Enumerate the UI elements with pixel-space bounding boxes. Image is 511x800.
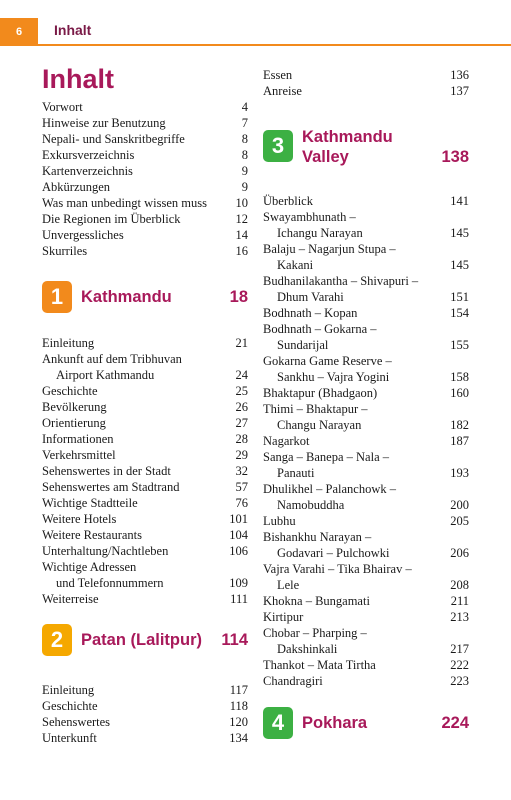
toc-entry-page: 136 [450, 68, 469, 82]
toc-entry-title: Bodhnath – Kopan [263, 306, 358, 320]
toc-entry[interactable] [263, 561, 469, 593]
toc-entry-title: Informationen [42, 432, 114, 446]
toc-entry-page: 9 [241, 164, 248, 178]
toc-entry-title: Die Regionen im Überblick [42, 212, 181, 226]
toc-entry-page: 151 [450, 290, 469, 304]
toc-entry[interactable] [263, 593, 469, 609]
toc-entry[interactable] [42, 227, 248, 243]
toc-entry-title-continued: Airport Kathmandu [56, 368, 155, 382]
toc-entry[interactable] [263, 609, 469, 625]
toc-entry-page: 106 [229, 544, 248, 558]
chapter-heading[interactable] [263, 707, 469, 739]
chapter-number-badge: 3 [263, 130, 293, 162]
toc-entry-page: 29 [235, 448, 248, 462]
toc-entry-page: 16 [235, 244, 248, 258]
toc-entry[interactable] [42, 463, 248, 479]
toc-entry-title: Sehenswertes am Stadtrand [42, 480, 180, 494]
toc-entry-title: Exkursverzeichnis [42, 148, 135, 162]
toc-entry-title: Dhulikhel – Palanchowk – [263, 482, 396, 496]
toc-entry-title: Unvergessliches [42, 228, 124, 242]
toc-entry[interactable] [42, 131, 248, 147]
toc-entry-title: Gokarna Game Reserve – [263, 354, 392, 368]
toc-entry[interactable] [263, 209, 469, 241]
toc-entry[interactable] [42, 479, 248, 495]
toc-entry-title: Thankot – Mata Tirtha [263, 658, 376, 672]
chapter-number-badge: 1 [42, 281, 72, 313]
toc-entry-page: 213 [450, 610, 469, 624]
toc-entry-page: 145 [450, 226, 469, 240]
toc-entry[interactable] [42, 591, 248, 607]
toc-entry[interactable] [42, 559, 248, 591]
toc-entry-title-continued: Lele [277, 578, 300, 592]
toc-entry-title-continued: und Telefonnummern [56, 576, 164, 590]
chapter-page: 138 [441, 148, 469, 166]
toc-entry-page: 154 [450, 306, 469, 320]
chapter-number-badge: 2 [42, 624, 72, 656]
toc-entry-title-continued: Kakani [277, 258, 314, 272]
toc-entry-title: Unterhaltung/Nachtleben [42, 544, 169, 558]
toc-entry[interactable] [42, 714, 248, 730]
toc-entry-title: Weitere Restaurants [42, 528, 142, 542]
toc-entry-title: Was man unbedingt wissen muss [42, 196, 207, 210]
toc-entry[interactable] [42, 431, 248, 447]
toc-entry-title: Einleitung [42, 336, 95, 350]
toc-entry-page: 76 [235, 496, 248, 510]
toc-entry-title: Vorwort [42, 100, 83, 114]
toc-entry-title: Orientierung [42, 416, 106, 430]
toc-entry[interactable] [42, 115, 248, 131]
toc-entry[interactable] [263, 449, 469, 481]
toc-entry[interactable] [263, 353, 469, 385]
toc-entry[interactable] [42, 527, 248, 543]
toc-entry-title: Sehenswertes [42, 715, 111, 729]
toc-entry-title: Budhanilakantha – Shivapuri – [263, 274, 419, 288]
toc-entry-title: Bhaktapur (Bhadgaon) [263, 386, 378, 400]
toc-entry-title: Kartenverzeichnis [42, 164, 133, 178]
toc-entry-title: Vajra Varahi – Tika Bhairav – [263, 562, 412, 576]
toc-entry[interactable] [42, 447, 248, 463]
toc-entry-title-continued: Sankhu – Vajra Yogini [277, 370, 390, 384]
toc-entry[interactable] [42, 351, 248, 383]
toc-entry-title-continued: Ichangu Narayan [277, 226, 363, 240]
toc-entry-page: 158 [450, 370, 469, 384]
chapter-title: Patan (Lalitpur) [81, 631, 203, 649]
toc-entry-page: 134 [229, 731, 248, 745]
chapter-title: Pokhara [302, 714, 368, 732]
toc-entry-page: 26 [235, 400, 248, 414]
chapter-page: 114 [221, 631, 248, 649]
toc-entry[interactable] [263, 193, 469, 209]
toc-entry-title: Thimi – Bhaktapur – [263, 402, 368, 416]
toc-entry-page: 57 [235, 480, 248, 494]
toc-entry-title: Abkürzungen [42, 180, 111, 194]
toc-entry[interactable] [42, 730, 248, 746]
chapter-title: Kathmandu Valley [302, 128, 393, 166]
chapter-title: Kathmandu [81, 288, 172, 306]
toc-entry[interactable] [263, 321, 469, 353]
toc-entry-title: Essen [263, 68, 293, 82]
toc-entry-page: 141 [450, 194, 469, 208]
toc-entry[interactable] [263, 657, 469, 673]
toc-entry[interactable] [42, 195, 248, 211]
toc-entry[interactable] [263, 513, 469, 529]
toc-entry-title: Khokna – Bungamati [263, 594, 370, 608]
toc-entry-page: 155 [450, 338, 469, 352]
toc-entry[interactable] [263, 673, 469, 689]
toc-entry-page: 104 [229, 528, 248, 542]
toc-entry[interactable] [263, 83, 469, 99]
toc-entry-title: Kirtipur [263, 610, 304, 624]
toc-entry[interactable] [263, 385, 469, 401]
toc-entry-page: 12 [235, 212, 248, 226]
toc-entry-page: 21 [235, 336, 248, 350]
toc-entry-page: 10 [235, 196, 248, 210]
toc-entry-title: Bodhnath – Gokarna – [263, 322, 377, 336]
toc-entry-page: 222 [450, 658, 469, 672]
toc-entry-title-continued: Dhum Varahi [277, 290, 344, 304]
toc-entry[interactable] [42, 399, 248, 415]
toc-entry-title: Überblick [263, 194, 313, 208]
toc-entry-page: 25 [235, 384, 248, 398]
toc-entry-page: 145 [450, 258, 469, 272]
running-title: Inhalt [54, 22, 92, 38]
page-title: Inhalt [42, 64, 114, 94]
toc-entry-page: 4 [241, 100, 248, 114]
toc-entry-page: 118 [229, 699, 248, 713]
toc-entry-title: Chandragiri [263, 674, 323, 688]
toc-entry-page: 137 [450, 84, 469, 98]
chapter-page: 18 [229, 288, 248, 306]
toc-entry-page: 182 [450, 418, 469, 432]
toc-entry-title: Swayambhunath – [263, 210, 356, 224]
toc-entry-title: Bishankhu Narayan – [263, 530, 372, 544]
toc-entry-title-continued: Namobuddha [277, 498, 345, 512]
toc-entry-title: Wichtige Stadtteile [42, 496, 138, 510]
toc-entry[interactable] [42, 383, 248, 399]
toc-entry-title: Geschichte [42, 384, 98, 398]
toc-entry[interactable] [42, 335, 248, 351]
toc-entry-title-continued: Dakshinkali [277, 642, 338, 656]
toc-entry[interactable] [42, 211, 248, 227]
toc-entry-title: Sanga – Banepa – Nala – [263, 450, 390, 464]
toc-entry[interactable] [42, 495, 248, 511]
toc-entry-page: 7 [241, 116, 248, 130]
toc-entry-title: Geschichte [42, 699, 98, 713]
toc-entry-page: 187 [450, 434, 469, 448]
toc-entry-title: Skurriles [42, 244, 88, 258]
toc-entry-page: 8 [241, 132, 248, 146]
chapter-heading[interactable] [42, 281, 248, 313]
toc-entry-title: Nagarkot [263, 434, 310, 448]
toc-entry-page: 206 [450, 546, 469, 560]
toc-entry-page: 200 [450, 498, 469, 512]
toc-entry[interactable] [263, 305, 469, 321]
toc-entry[interactable] [42, 163, 248, 179]
toc-entry[interactable] [263, 529, 469, 561]
toc-entry-page: 211 [450, 594, 469, 608]
toc-entry-title-continued: Godavari – Pulchowki [277, 546, 390, 560]
toc-entry[interactable] [42, 698, 248, 714]
toc-entry[interactable] [263, 401, 469, 433]
toc-entry-page: 8 [241, 148, 248, 162]
toc-entry[interactable] [263, 273, 469, 305]
toc-entry[interactable] [42, 511, 248, 527]
toc-entry-title: Sehenswertes in der Stadt [42, 464, 171, 478]
toc-entry-page: 101 [229, 512, 248, 526]
toc-entry-page: 205 [450, 514, 469, 528]
toc-entry[interactable] [42, 99, 248, 115]
chapter-heading[interactable] [263, 130, 469, 170]
toc-entry-page: 193 [450, 466, 469, 480]
toc-entry-page: 160 [450, 386, 469, 400]
toc-entry[interactable] [263, 481, 469, 513]
toc-entry[interactable] [42, 415, 248, 431]
toc-entry-page: 109 [229, 576, 248, 590]
toc-entry-title: Hinweise zur Benutzung [42, 116, 166, 130]
toc-entry-title-continued: Sundarijal [277, 338, 329, 352]
toc-entry[interactable] [42, 147, 248, 163]
toc-entry-page: 32 [235, 464, 248, 478]
toc-entry[interactable] [42, 243, 248, 259]
toc-entry-title: Verkehrsmittel [42, 448, 116, 462]
toc-entry-page: 208 [450, 578, 469, 592]
toc-entry-title: Nepali- und Sanskritbegriffe [42, 132, 185, 146]
page-number: 6 [0, 18, 38, 46]
toc-entry[interactable] [263, 433, 469, 449]
toc-entry-page: 223 [450, 674, 469, 688]
chapter-heading[interactable] [42, 624, 248, 656]
toc-entry-title: Weiterreise [42, 592, 99, 606]
toc-entry-title: Wichtige Adressen [42, 560, 137, 574]
toc-entry[interactable] [42, 682, 248, 698]
toc-entry-title-continued: Changu Narayan [277, 418, 362, 432]
toc-entry-page: 217 [450, 642, 469, 656]
toc-entry-page: 28 [235, 432, 248, 446]
toc-entry[interactable] [263, 241, 469, 273]
header-rule [38, 44, 511, 46]
toc-entry-title: Chobar – Pharping – [263, 626, 367, 640]
toc-entry-page: 9 [241, 180, 248, 194]
toc-entry[interactable] [263, 67, 469, 83]
toc-entry-page: 24 [235, 368, 248, 382]
toc-entry-title: Bevölkerung [42, 400, 107, 414]
toc-entry-page: 27 [235, 416, 248, 430]
toc-entry-title: Weitere Hotels [42, 512, 117, 526]
chapter-page: 224 [441, 714, 469, 732]
toc-entry-title: Lubhu [263, 514, 296, 528]
toc-entry[interactable] [42, 543, 248, 559]
page-header [0, 18, 511, 46]
toc-entry-title: Unterkunft [42, 731, 97, 745]
toc-entry-title-continued: Panauti [277, 466, 315, 480]
toc-entry-title: Balaju – Nagarjun Stupa – [263, 242, 396, 256]
toc-entry[interactable] [42, 179, 248, 195]
toc-entry-page: 111 [230, 592, 248, 606]
chapter-number-badge: 4 [263, 707, 293, 739]
toc-entry-page: 14 [235, 228, 248, 242]
toc-entry-page: 117 [229, 683, 248, 697]
toc-entry-page: 120 [229, 715, 248, 729]
toc-entry-title: Ankunft auf dem Tribhuvan [42, 352, 182, 366]
toc-entry-title: Einleitung [42, 683, 95, 697]
toc-entry[interactable] [263, 625, 469, 657]
toc-entry-title: Anreise [263, 84, 302, 98]
